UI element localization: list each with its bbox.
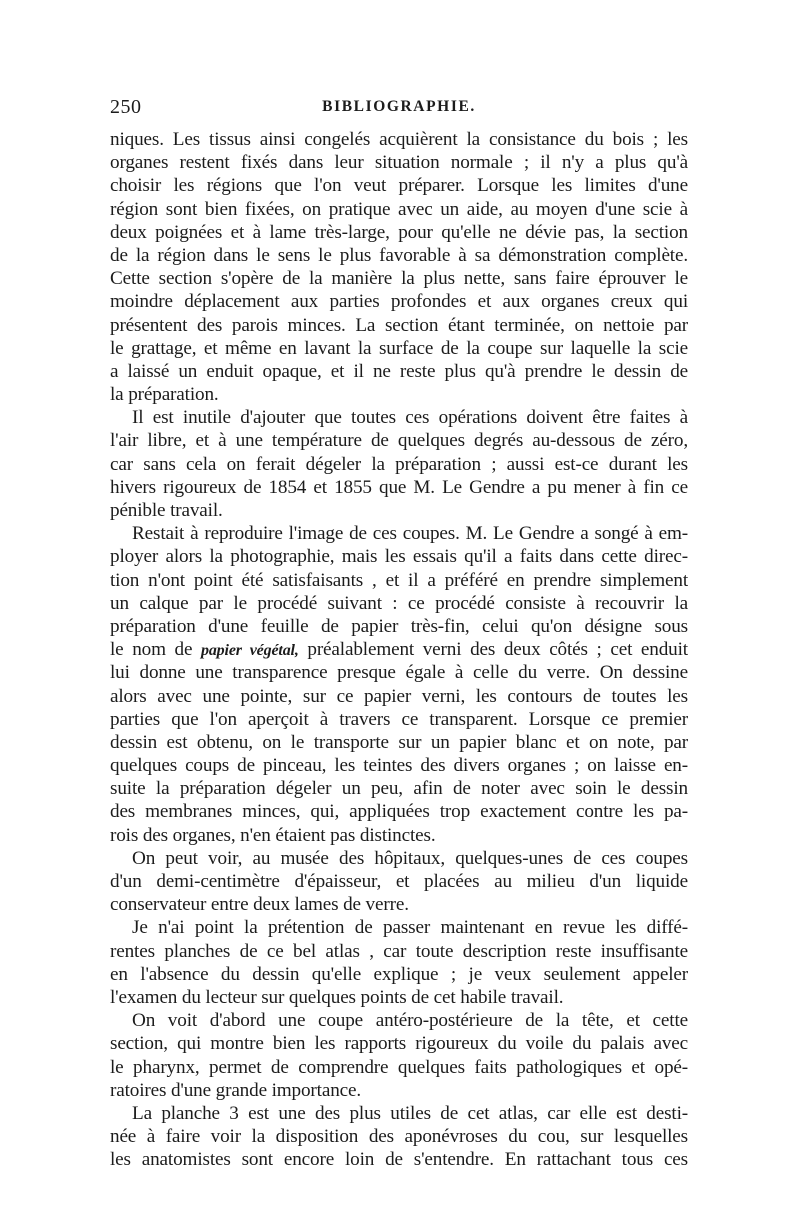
text-line xyxy=(110,824,688,847)
text-line xyxy=(110,545,688,568)
line-text: présentent des parois minces. La section étant terminée, on nettoie par xyxy=(110,314,688,336)
page-header xyxy=(110,96,688,126)
page-number: 250 xyxy=(110,96,142,118)
text-line xyxy=(110,963,688,986)
line-text: Je n'ai point la prétention de passer maintenant en revue les diffé- xyxy=(132,917,688,939)
text-line xyxy=(110,151,688,174)
line-text: a laissé un enduit opaque, et il ne reste plus qu'à prendre le dessin de xyxy=(110,360,688,382)
line-text: région sont bien fixées, on pratique avec un aide, au moyen d'une scie à xyxy=(110,198,688,220)
line-text: pénible travail. xyxy=(110,500,223,521)
text-line xyxy=(110,777,688,800)
text-line xyxy=(110,337,688,360)
text-line xyxy=(110,1148,688,1171)
line-text: parties que l'on aperçoit à travers ce transparent. Lorsque ce premier xyxy=(110,708,688,730)
line-text: Cette section s'opère de la manière la plus nette, sans faire éprouver le xyxy=(110,268,688,290)
line-text: Restait à reproduire l'image de ces coupes. M. Le Gendre a songé à em- xyxy=(132,523,688,545)
text-line xyxy=(110,916,688,939)
line-text: conservateur entre deux lames de verre. xyxy=(110,894,409,916)
line-text: deux poignées et à lame très-large, pour qu'elle ne dévie pas, la section xyxy=(110,221,688,243)
line-text: l'examen du lecteur sur quelques points de cet habile travail. xyxy=(110,986,564,1008)
text-line xyxy=(110,685,688,708)
text-line xyxy=(110,847,688,870)
line-text: On peut voir, au musée des hôpitaux, quelques-unes de ces coupes xyxy=(132,847,688,869)
line-text: le nom de xyxy=(110,639,193,661)
line-text: section, qui montre bien les rapports rigoureux du voile du palais avec xyxy=(110,1033,688,1055)
line-text: ployer alors la photographie, mais les essais qu'il a faits dans cette direc- xyxy=(110,546,688,568)
text-line xyxy=(110,1032,688,1055)
text-line xyxy=(110,940,688,963)
text-line xyxy=(110,1125,688,1148)
line-text: ratoires d'une grande importance. xyxy=(110,1079,362,1101)
line-text: rois des organes, n'en étaient pas distinctes. xyxy=(110,824,436,846)
line-text: née à faire voir la disposition des aponévroses du cou, sur lesquelles xyxy=(110,1126,688,1148)
text-line xyxy=(110,870,688,893)
line-text: choisir les régions que l'on veut préparer. Lorsque les limites d'une xyxy=(110,175,688,197)
text-line xyxy=(110,429,688,452)
line-text: l'air libre, et à une température de quelques degrés au-dessous de zéro, xyxy=(110,430,688,452)
text-line xyxy=(110,638,688,661)
text-line xyxy=(110,267,688,290)
line-text: On voit d'abord une coupe antéro-postérieure de la tête, et cette xyxy=(132,1010,688,1032)
line-text: un calque par le procédé suivant : ce procédé consiste à recouvrir la xyxy=(110,592,688,614)
text-line xyxy=(110,290,688,313)
text-line xyxy=(110,244,688,267)
text-line xyxy=(110,708,688,731)
line-text: de la région dans le sens le plus favorable à sa démonstration complète. xyxy=(110,244,688,266)
text-line xyxy=(110,569,688,592)
line-text: organes restent fixés dans leur situation normale ; il n'y a plus qu'à xyxy=(110,152,688,174)
text-line xyxy=(110,661,688,684)
line-text: Il est inutile d'ajouter que toutes ces opérations doivent être faites à xyxy=(132,407,688,429)
text-line xyxy=(110,174,688,197)
text-line xyxy=(110,731,688,754)
text-line xyxy=(110,615,688,638)
body-text xyxy=(110,128,688,1171)
text-line xyxy=(110,1102,688,1125)
line-text: d'un demi-centimètre d'épaisseur, et placées au milieu d'un liquide xyxy=(110,871,688,892)
text-line xyxy=(110,893,688,916)
line-text: préparation d'une feuille de papier très-fin, celui qu'on désigne sous xyxy=(110,615,688,637)
text-line xyxy=(110,453,688,476)
text-line xyxy=(110,800,688,823)
text-line xyxy=(110,128,688,151)
text-line xyxy=(110,592,688,615)
line-text: les anatomistes sont encore loin de s'entendre. En rattachant tous ces xyxy=(110,1149,688,1171)
text-line xyxy=(110,360,688,383)
italic-term: papier végétal, xyxy=(200,642,299,660)
line-text: en l'absence du dessin qu'elle explique ; je veux seulement appeler xyxy=(110,963,688,985)
line-text: le grattage, et même en lavant la surface de la coupe sur laquelle la scie xyxy=(110,337,688,359)
line-text: lui donne une transparence presque égale à celle du verre. On dessine xyxy=(110,662,688,684)
text-line xyxy=(110,476,688,499)
line-text: le pharynx, permet de comprendre quelques faits pathologiques et opé- xyxy=(110,1056,688,1078)
text-line xyxy=(110,314,688,337)
line-text: La planche 3 est une des plus utiles de cet atlas, car elle est desti- xyxy=(132,1102,688,1124)
line-text: alors avec une pointe, sur ce papier verni, les contours de toutes les xyxy=(110,685,688,707)
text-line xyxy=(110,198,688,221)
text-line xyxy=(110,1079,688,1102)
text-line xyxy=(110,406,688,429)
line-text: tion n'ont point été satisfaisants , et il a préféré en prendre simplement xyxy=(110,569,688,591)
line-text: dessin est obtenu, on le transporte sur un papier blanc et on note, par xyxy=(110,731,688,753)
line-text: suite la préparation dégeler un peu, afin de noter avec soin le dessin xyxy=(110,778,688,800)
text-line xyxy=(110,522,688,545)
text-line xyxy=(110,499,688,522)
line-text: niques. Les tissus ainsi congelés acquièrent la consistance du bois ; les xyxy=(110,129,688,150)
line-text: hivers rigoureux de 1854 et 1855 que M. Le Gendre a pu mener à fin ce xyxy=(110,476,688,498)
line-text: quelques coups de pinceau, les teintes des divers organes ; on laisse en- xyxy=(110,755,688,777)
text-line xyxy=(110,221,688,244)
line-text: la préparation. xyxy=(110,384,219,406)
line-text: moindre déplacement aux parties profondes et aux organes creux qui xyxy=(110,291,688,313)
text-line xyxy=(110,986,688,1009)
text-line xyxy=(110,1056,688,1079)
text-line xyxy=(110,1009,688,1032)
text-line xyxy=(110,383,688,406)
text-line xyxy=(110,754,688,777)
line-text-continued: préalablement verni des deux côtés ; cet enduit xyxy=(298,639,688,661)
line-text: rentes planches de ce bel atlas , car toute description reste insuffisante xyxy=(110,940,688,962)
line-text: des membranes minces, qui, appliquées trop exactement contre les pa- xyxy=(110,801,688,823)
line-text: car sans cela on ferait dégeler la préparation ; aussi est-ce durant les xyxy=(110,453,688,475)
running-title: BIBLIOGRAPHIE. xyxy=(322,98,476,115)
